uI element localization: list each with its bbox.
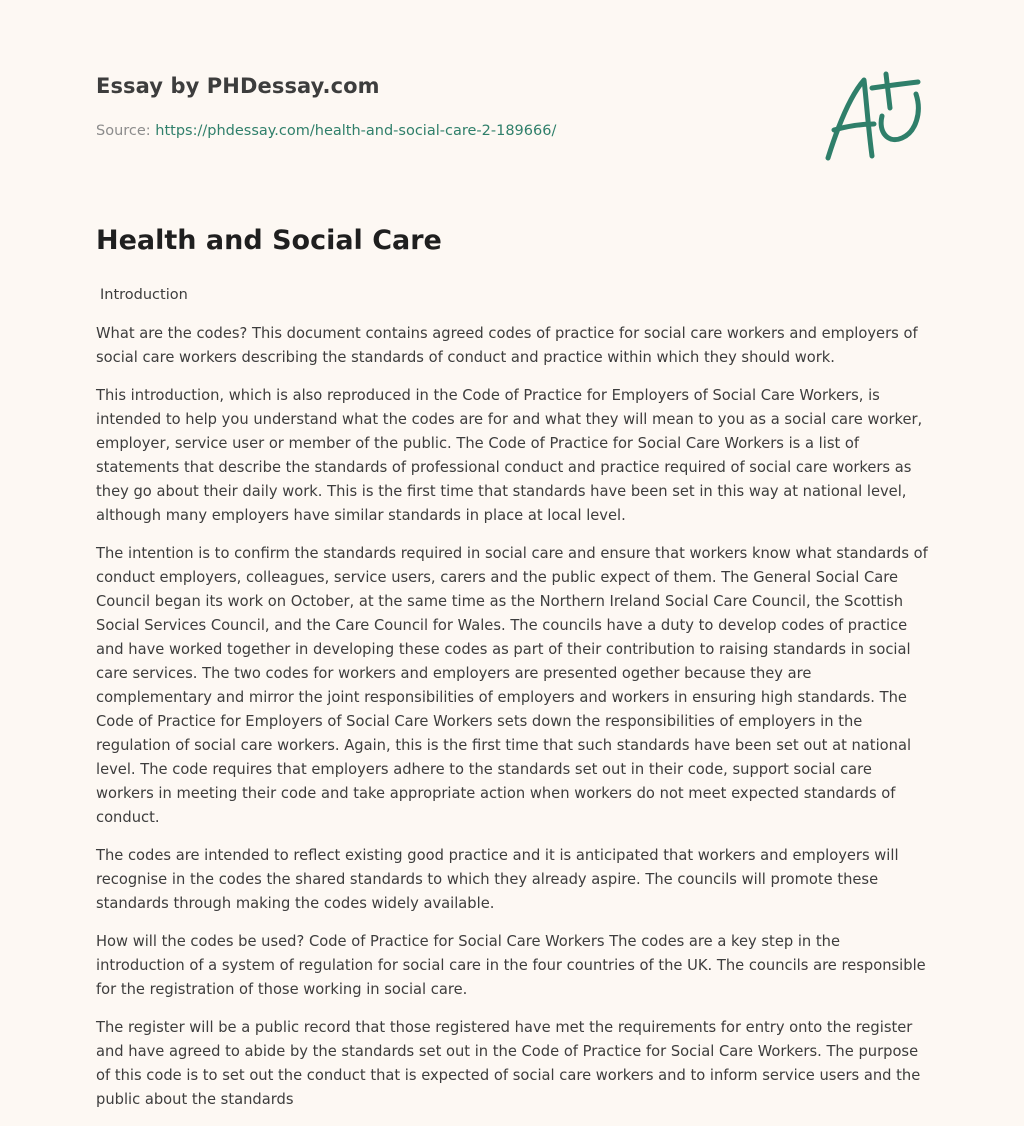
- essay-page: [96, 0, 928, 1108]
- source-link[interactable]: https://phdessay.com/health-and-social-care-2-189666/: [155, 123, 557, 139]
- essay-body: [96, 322, 928, 1126]
- source-line: [96, 123, 556, 139]
- intro-label: Introduction: [100, 287, 188, 303]
- source-label: Source:: [96, 123, 156, 139]
- paragraph: The codes are intended to reflect existing good practice and it is anticipated that workers and employers will recognise in the codes the shared standards to which they already aspire. The councils will promote these standards through making the codes widely available.: [96, 847, 899, 912]
- paragraph: The intention is to confirm the standards required in social care and ensure that workers know what standards of conduct employers, colleagues, service users, carers and the public expect of them. The General Social Care Council began its work on October, at the same time as the Northern Ireland Social Care Council, the Scottish Social Services Council, and the Care Council for Wales. The councils have a duty to develop codes of practice and have worked together in developing these codes as part of their contribution to raising standards in social care services. The two codes for workers and employers are presented ogether because they are complementary and mirror the joint responsibilities of employers and workers in ensuring high standards. The Code of Practice for Employers of Social Care Workers sets down the responsibilities of employers in the regulation of social care workers. Again, this is the first time that such standards have been set out at national level. The code requires that employers adhere to the standards set out in their code, support social care workers in meeting their code and take appropriate action when workers do not meet expected standards of conduct.: [96, 545, 928, 826]
- paragraph: The register will be a public record that those registered have met the requirements for entry onto the register and have agreed to abide by the standards set out in the Code of Practice for Social Care Workers. The purpose of this code is to set out the conduct that is expected of social care workers and to inform service users and the public about the standards: [96, 1019, 921, 1108]
- page-header: [96, 0, 928, 200]
- paragraph: This introduction, which is also reproduced in the Code of Practice for Employers of Social Care Workers, is intended to help you understand what the codes are for and what they will mean to you as a social care worker, employer, service user or member of the public. The Code of Practice for Social Care Workers is a list of statements that describe the standards of professional conduct and practice required of social care workers as they go about their daily work. This is the first time that standards have been set in this way at national level, although many employers have similar standards in place at local level.: [96, 387, 923, 524]
- a-plus-logo-icon: [820, 66, 930, 166]
- paragraph: How will the codes be used? Code of Practice for Social Care Workers The codes are a key step in the introduction of a system of regulation for social care in the four countries of the UK. The councils are responsible for the registration of those working in social care.: [96, 933, 926, 998]
- essay-title: Health and Social Care: [96, 225, 442, 256]
- paragraph: What are the codes? This document contains agreed codes of practice for social care workers and employers of social care workers describing the standards of conduct and practice within which they should work.: [96, 325, 918, 366]
- site-title: Essay by PHDessay.com: [96, 74, 380, 98]
